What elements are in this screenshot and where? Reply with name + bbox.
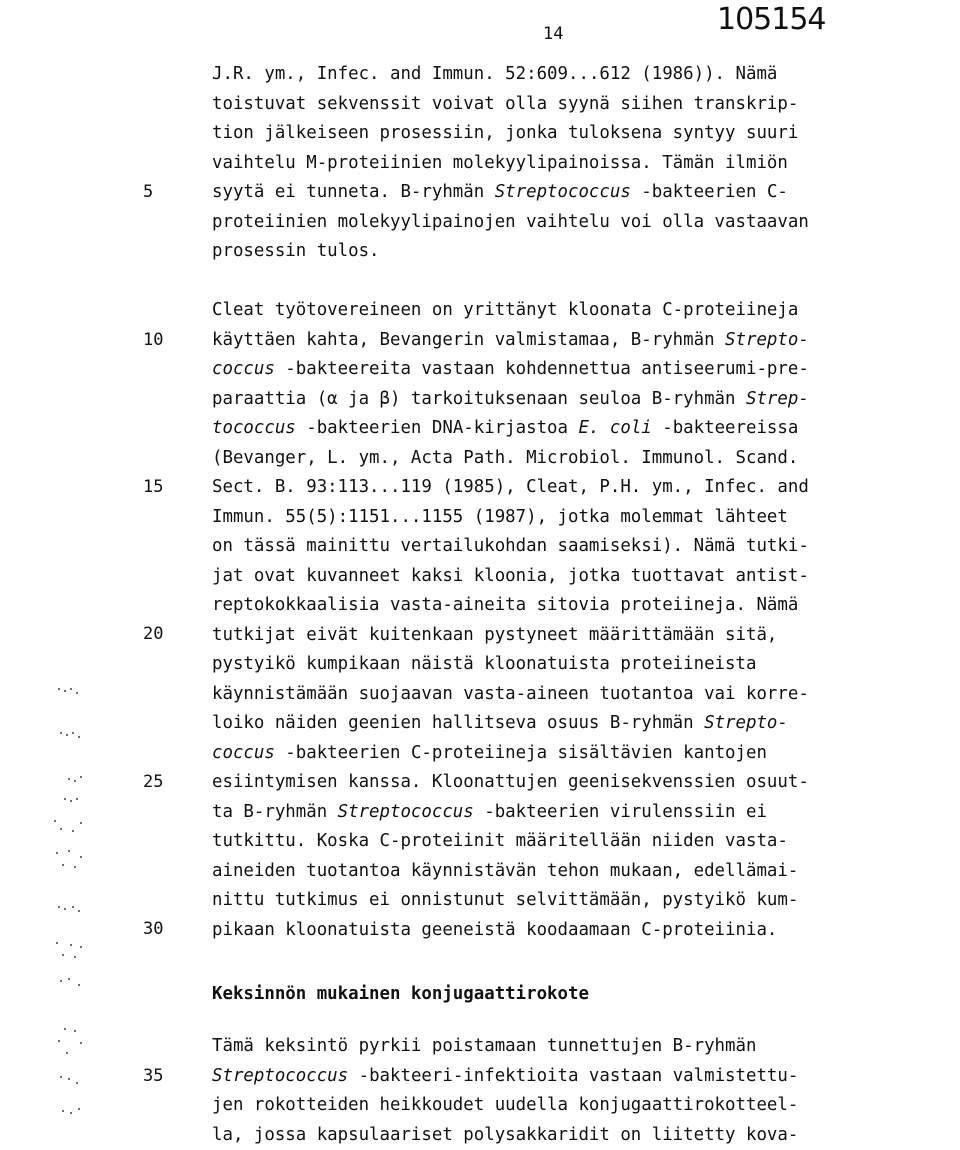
text-line [212, 708, 788, 738]
speckle-mark [78, 1108, 80, 1110]
document-number: 105154 [717, 2, 826, 37]
text-segment: proteiinien molekyylipainojen vaihtelu voi olla vastaavan [212, 211, 809, 232]
text-segment: pystyikö kumpikaan näistä kloonatuista proteiineista [212, 654, 757, 674]
text-segment: tutkittu. Koska C-proteiinit määritellään niiden vasta- [212, 831, 788, 851]
text-segment: -bakteerien C- [630, 182, 788, 202]
scan-artifact-marks [40, 680, 100, 1120]
line-number-10: 10 [143, 330, 164, 350]
italic-term: tococcus [212, 418, 296, 438]
speckle-mark [70, 944, 72, 946]
text-line [212, 738, 767, 768]
speckle-mark [64, 690, 66, 692]
speckle-mark [58, 906, 60, 908]
speckle-mark [56, 942, 58, 944]
text-line [212, 59, 777, 89]
text-line [212, 679, 809, 709]
speckle-mark [76, 1082, 78, 1084]
text-line [212, 531, 809, 561]
speckle-mark [74, 956, 76, 958]
text-segment: prosessin tulos. [212, 241, 380, 261]
italic-term: Streptococcus [337, 801, 474, 822]
text-segment: pikaan kloonatuista geeneistä koodaamaan C-proteiinia. [212, 919, 778, 940]
text-segment: (Bevanger, L. ym., Acta Path. Microbiol. Immunol. Scand. [212, 447, 799, 468]
text-line [212, 826, 788, 856]
line-number-5: 5 [143, 182, 154, 202]
speckle-mark [72, 732, 74, 734]
text-segment: käyttäen kahta, Bevangerin valmistamaa, B-ryhmän [212, 329, 726, 350]
speckle-mark [74, 780, 76, 782]
italic-term: E. coli [578, 418, 652, 438]
speckle-mark [64, 1028, 66, 1030]
speckle-mark [68, 1078, 70, 1080]
text-segment: aineiden tuotantoa käynnistävän tehon mukaan, edellämai- [212, 860, 799, 881]
text-line [212, 915, 777, 945]
text-segment: -bakteerien DNA-kirjastoa [295, 418, 579, 438]
text-line [212, 1120, 798, 1150]
text-segment: J.R. ym., Infec. and Immun. 52:609...612 (1986)). Nämä [212, 64, 778, 84]
text-line [212, 177, 788, 207]
text-segment: -bakteeri-infektioita vastaan valmistettu- [348, 1065, 799, 1086]
speckle-mark [80, 1042, 82, 1044]
text-segment: ta B-ryhmän [212, 801, 338, 822]
italic-term: Strep- [745, 388, 809, 409]
speckle-mark [64, 798, 66, 800]
speckle-mark [68, 778, 70, 780]
text-segment: Sect. B. 93:113...119 (1985), Cleat, P.H. ym., Infec. and [212, 477, 809, 497]
text-segment: -bakteereissa [651, 418, 799, 438]
speckle-mark [80, 856, 82, 858]
speckle-mark [80, 776, 82, 778]
speckle-mark [64, 908, 66, 910]
text-segment: -bakteereita vastaan kohdennettua antiseerumi-pre- [274, 359, 809, 379]
text-line [212, 118, 798, 148]
speckle-mark [70, 688, 72, 690]
italic-term: Streptococcus [212, 1065, 349, 1086]
italic-term: coccus [212, 359, 275, 379]
text-segment: tutkijat eivät kuitenkaan pystyneet määrittämään sitä, [212, 624, 778, 645]
text-line [212, 89, 798, 119]
speckle-mark [62, 954, 64, 956]
text-line [212, 1061, 798, 1091]
text-segment: -bakteerien C-proteiineja sisältävien kantojen [274, 742, 767, 763]
speckle-mark [78, 736, 80, 738]
speckle-mark [58, 1040, 60, 1042]
text-line [212, 797, 767, 827]
speckle-mark [66, 734, 68, 736]
speckle-mark [76, 692, 78, 694]
italic-term: Streptococcus [494, 182, 631, 202]
text-line [212, 148, 788, 178]
speckle-mark [60, 1076, 62, 1078]
text-segment: paraattia (α ja β) tarkoituksenaan seuloa B-ryhmän [212, 388, 746, 409]
text-line [212, 236, 380, 266]
page-number: 14 [543, 24, 564, 44]
text-segment: reptokokkaalisia vasta-aineita sitovia proteiineja. Nämä [212, 595, 799, 615]
speckle-mark [60, 828, 62, 830]
text-segment: Tämä keksintö pyrkii poistamaan tunnettujen B-ryhmän [212, 1036, 757, 1056]
text-segment: tion jälkeiseen prosessiin, jonka tuloksena syntyy suuri [212, 123, 799, 143]
speckle-mark [80, 822, 82, 824]
text-segment: la, jossa kapsulaariset polysakkaridit on liitetty kova- [212, 1124, 799, 1145]
text-line [212, 443, 798, 473]
text-segment: jen rokotteiden heikkoudet uudella konjugaattirokotteel- [212, 1095, 799, 1115]
speckle-mark [70, 1112, 72, 1114]
text-line [212, 295, 798, 325]
text-segment: Immun. 55(5):1151...1155 (1987), jotka molemmat lähteet [212, 506, 788, 527]
speckle-mark [60, 732, 62, 734]
italic-term: Strepto- [725, 329, 809, 350]
line-number-15: 15 [143, 477, 164, 497]
text-line [212, 354, 809, 384]
line-number-25: 25 [143, 772, 164, 792]
speckle-mark [56, 852, 58, 854]
text-segment: vaihtelu M-proteiinien molekyylipainoissa. Tämän ilmiön [212, 152, 788, 173]
text-segment: Cleat työtovereineen on yrittänyt kloonata C-proteiineja [212, 300, 799, 320]
speckle-mark [74, 866, 76, 868]
text-segment: loiko näiden geenien hallitseva osuus B-ryhmän [212, 713, 705, 733]
text-segment: käynnistämään suojaavan vasta-aineen tuotantoa vai korre- [212, 683, 809, 704]
text-line [212, 590, 798, 620]
line-number-35: 35 [143, 1066, 164, 1086]
speckle-mark [58, 688, 60, 690]
speckle-mark [72, 830, 74, 832]
speckle-mark [78, 910, 80, 912]
speckle-mark [80, 946, 82, 948]
speckle-mark [68, 850, 70, 852]
line-number-30: 30 [143, 919, 164, 939]
text-line [212, 561, 809, 591]
text-line [212, 325, 809, 355]
text-line [212, 413, 798, 443]
text-line [212, 856, 798, 886]
text-line [212, 502, 788, 532]
speckle-mark [76, 798, 78, 800]
text-line [212, 207, 809, 237]
text-segment: on tässä mainittu vertailukohdan saamiseksi). Nämä tutki- [212, 536, 809, 556]
text-line [212, 1090, 798, 1120]
speckle-mark [72, 906, 74, 908]
speckle-mark [74, 1030, 76, 1032]
text-segment: jat ovat kuvanneet kaksi kloonia, jotka tuottavat antist- [212, 565, 809, 586]
text-segment: esiintymisen kanssa. Kloonattujen geenisekvenssien osuut- [212, 772, 809, 792]
text-segment: syytä ei tunneta. B-ryhmän [212, 182, 495, 202]
text-segment: toistuvat sekvenssit voivat olla syynä siihen transkrip- [212, 93, 799, 114]
speckle-mark [66, 1052, 68, 1054]
text-line [212, 649, 756, 679]
speckle-mark [62, 864, 64, 866]
text-line [212, 767, 809, 797]
text-line [212, 620, 777, 650]
text-line [212, 472, 809, 502]
speckle-mark [60, 980, 62, 982]
text-segment: nittu tutkimus ei onnistunut selvittämään, pystyikö kum- [212, 890, 799, 910]
text-line [212, 384, 809, 414]
text-segment: -bakteerien virulenssiin ei [473, 801, 767, 822]
text-line [212, 1031, 756, 1061]
line-number-20: 20 [143, 624, 164, 644]
italic-term: Strepto- [704, 713, 788, 733]
text-line [212, 885, 798, 915]
speckle-mark [68, 978, 70, 980]
speckle-mark [70, 800, 72, 802]
speckle-mark [78, 984, 80, 986]
section-heading: Keksinnön mukainen konjugaattirokote [212, 984, 589, 1004]
speckle-mark [54, 820, 56, 822]
italic-term: coccus [212, 742, 275, 763]
speckle-mark [62, 1110, 64, 1112]
